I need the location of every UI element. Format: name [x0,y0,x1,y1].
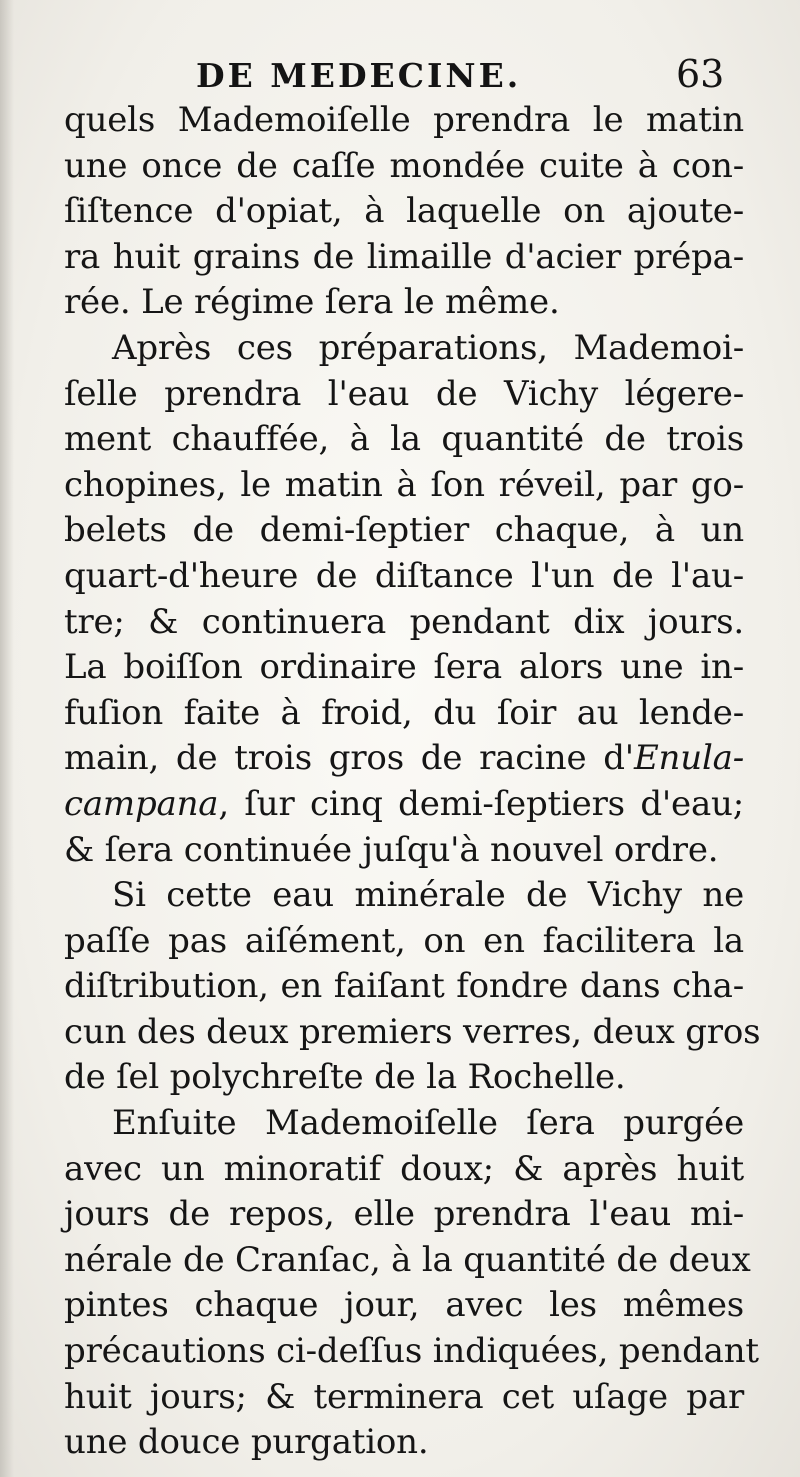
italic-term: campana [64,783,219,824]
text-line: ment chauffée, à la quantité de trois [64,419,744,460]
text-line: de ſel polychreſte de la Rochelle. [64,1057,626,1098]
body-text [64,98,761,1466]
text-line: précautions ci-deſſus indiquées, pendant [64,1331,759,1372]
text-line: quart-d'heure de diſtance l'un de l'au- [64,555,744,596]
text-line-with-italic [64,782,744,828]
paragraph-start-line: Si cette eau minérale de Vichy ne [112,875,744,916]
text-line: pintes chaque jour, avec les mêmes [64,1285,744,1326]
text-line: nérale de Cranſac, à la quantité de deux [64,1239,751,1280]
page-header [0,52,800,102]
italic-term: Enula- [633,738,744,779]
text-line: chopines, le matin à ſon réveil, par go- [64,464,744,505]
text-line: belets de demi-ſeptier chaque, à un [64,510,744,551]
text-line: huit jours; & terminera cet uſage par [64,1376,744,1417]
text-line: & ſera continuée juſqu'à nouvel ordre. [64,829,719,870]
text-line: une once de caſſe mondée cuite à con- [64,145,744,186]
text-segment: , ſur cinq demi-ſeptiers d'eau; [218,783,744,824]
paragraph-start-line: Après ces préparations, Mademoi- [112,327,744,368]
text-line: une douce purgation. [64,1422,429,1463]
text-line: La boiſſon ordinaire ſera alors une in- [64,647,744,688]
text-line: fuſion faite à froid, du ſoir au lende- [64,692,744,733]
text-line: quels Mademoiſelle prendra le matin [64,100,744,140]
text-line: paſſe pas aiſément, on en facilitera la [64,920,744,961]
text-line: avec un minoratif doux; & après huit [64,1148,744,1189]
text-line: ſelle prendra l'eau de Vichy légere- [64,373,744,414]
text-line: jours de repos, elle prendra l'eau mi- [64,1194,744,1235]
paragraph-start-line: Enſuite Mademoiſelle ſera purgée [112,1103,744,1144]
text-line: diſtribution, en faiſant fondre dans cha- [64,966,744,1007]
text-line: ra huit grains de limaille d'acier prépa- [64,236,744,277]
text-line: ſiſtence d'opiat, à laquelle on ajoute- [64,191,744,232]
binding-shadow [0,0,14,1477]
page-number: 63 [676,52,725,96]
running-head: DE MEDECINE. [196,56,522,95]
text-line: cun des deux premiers verres, deux gros [64,1011,761,1052]
text-line: tre; & continuera pendant dix jours. [64,601,744,642]
text-line-with-italic [64,736,744,782]
text-line: rée. Le régime ſera le même. [64,282,560,323]
text-segment: main, de trois gros de racine d' [64,738,634,779]
